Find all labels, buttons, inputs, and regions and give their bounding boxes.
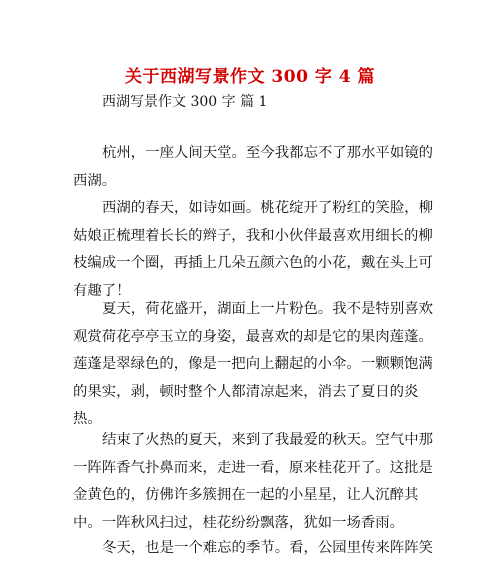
paragraph-1: 杭州，一座人间天堂。至今我都忘不了那水平如镜的西湖。 — [73, 145, 433, 189]
paragraph-4: 结束了火热的夏天，来到了我最爱的秋天。空气中那一阵阵香气扑鼻而来，走进一看，原来桂花开了。这批是金黄色的，仿佛许多簇拥在一起的小星星，让人沉醉其中。一阵秋风扫过，桂花纷纷飘落，犹如一场香雨。 — [73, 432, 433, 531]
paragraph-3: 夏天，荷花盛开，湖面上一片粉色。我不是特别喜欢观赏荷花亭亭玉立的身姿，最喜欢的却是它的果肉莲蓬。莲蓬是翠绿色的，像是一把向上翻起的小伞。一颗颗饱满的果实，剥，顿时整个人都清凉起来，消去了夏日的炎热。 — [73, 301, 433, 427]
paragraph-5: 冬天，也是一个难忘的季节。看，公园里传来阵阵笑 — [102, 540, 433, 556]
document-title: 关于西湖写景作文 300 字 4 篇 — [125, 67, 375, 87]
paragraph-2: 西湖的春天，如诗如画。桃花绽开了粉红的笑脸，柳姑娘正梳理着长长的辫子，我和小伙伴最喜欢用细长的柳枝编成一个圈，再插上几朵五颜六色的小花，戴在头上可有趣了！ — [73, 200, 433, 299]
document-subtitle: 西湖写景作文 300 字 篇 1 — [102, 94, 268, 110]
